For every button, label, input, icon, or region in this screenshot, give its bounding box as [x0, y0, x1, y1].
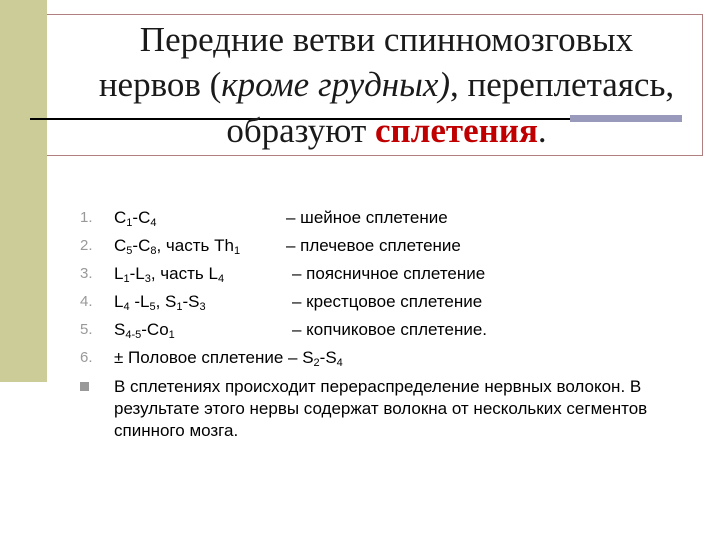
title-line-1: Передние ветви спинномозговых [139, 20, 634, 59]
square-bullet-icon [80, 382, 89, 391]
title-line-3: образуют сплетения. [226, 111, 547, 150]
left-accent-bar [0, 0, 47, 382]
title-line-2: нервов (кроме грудных), переплетаясь, [98, 65, 675, 104]
